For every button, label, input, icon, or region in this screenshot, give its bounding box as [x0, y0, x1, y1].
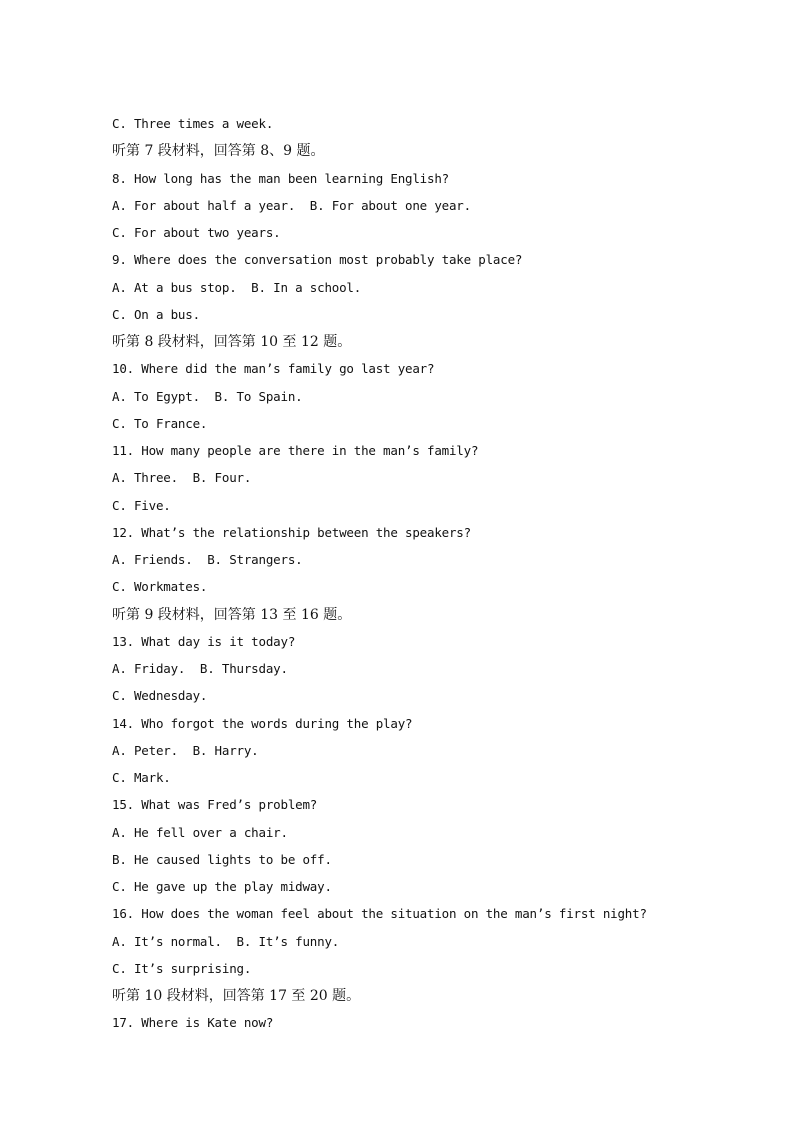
section-heading: 听第 9 段材料，回答第 13 至 16 题。 — [112, 606, 352, 623]
section-heading: 听第 7 段材料，回答第 8、9 题。 — [112, 143, 325, 160]
section-heading: 听第 8 段材料，回答第 10 至 12 题。 — [112, 334, 352, 350]
question-line: 9. Where does the conversation most probably take place? — [112, 252, 523, 268]
option-line: C. On a bus. — [112, 306, 200, 322]
option-line: A. Peter. B. Harry. — [112, 742, 259, 758]
option-line: C. Three times a week. — [112, 116, 274, 131]
option-line: A. Friends. B. Strangers. — [112, 552, 303, 567]
option-line: C. Five. — [112, 497, 171, 513]
option-line: C. He gave up the play midway. — [112, 879, 332, 894]
option-line: A. Three. B. Four. — [112, 470, 252, 486]
option-line: B. He caused lights to be off. — [112, 851, 332, 867]
option-line: C. Wednesday. — [112, 688, 208, 704]
option-line: C. For about two years. — [112, 225, 281, 240]
question-line: 12. What’s the relationship between the speakers? — [112, 524, 471, 540]
option-line: C. It’s surprising. — [112, 960, 252, 976]
option-line: A. It’s normal. B. It’s funny. — [112, 933, 340, 949]
question-line: 14. Who forgot the words during the play? — [112, 715, 413, 731]
option-line: C. Workmates. — [112, 579, 208, 595]
question-line: 13. What day is it today? — [112, 633, 296, 649]
question-line: 11. How many people are there in the man’s family? — [112, 443, 479, 458]
option-line: A. He fell over a chair. — [112, 824, 288, 840]
section-heading: 听第 10 段材料，回答第 17 至 20 题。 — [112, 988, 361, 1004]
document-page — [112, 113, 752, 1040]
option-line: C. Mark. — [112, 770, 171, 785]
question-line: 16. How does the woman feel about the situation on the man’s first night? — [112, 906, 647, 922]
option-line: A. For about half a year. B. For about one year. — [112, 197, 471, 213]
option-line: A. To Egypt. B. To Spain. — [112, 388, 303, 404]
question-line: 17. Where is Kate now? — [112, 1015, 274, 1031]
option-line: C. To France. — [112, 415, 208, 431]
option-line: A. Friday. B. Thursday. — [112, 661, 288, 676]
option-line: A. At a bus stop. B. In a school. — [112, 279, 362, 295]
question-line: 15. What was Fred’s problem? — [112, 797, 318, 813]
question-line: 10. Where did the man’s family go last year? — [112, 361, 435, 377]
question-line: 8. How long has the man been learning English? — [112, 170, 449, 186]
